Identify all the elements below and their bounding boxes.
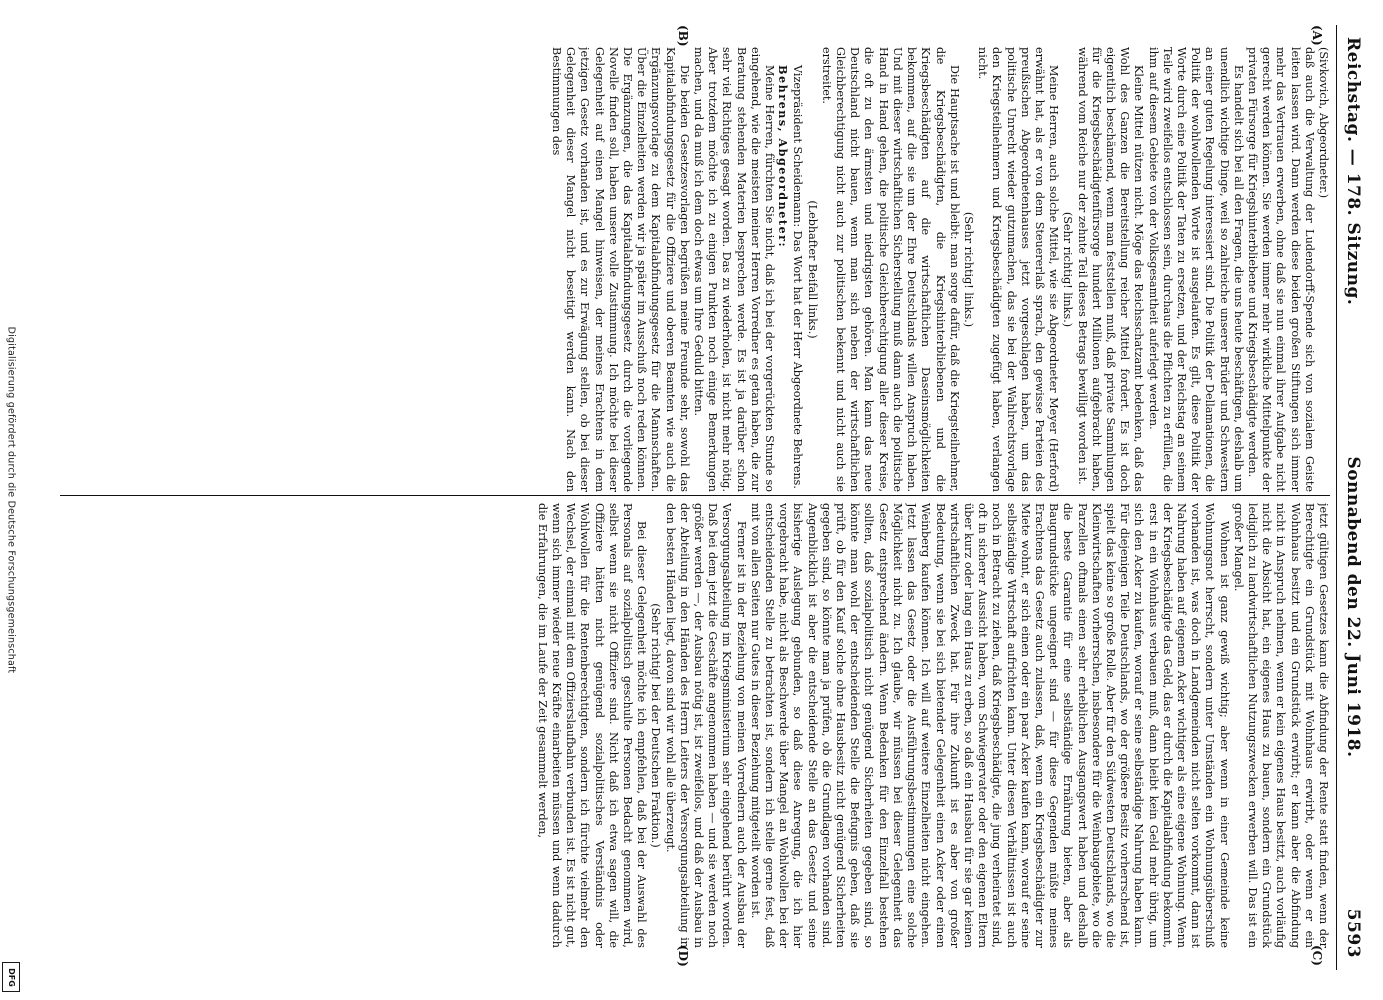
marker-d: (D) — [676, 945, 690, 967]
paragraph: Wohnen ist ganz gewiß wichtig; aber wenn in einer Gemeinde keine Wohnungsnot herrscht, sondern unter Umständen ein Wohnungsüberschuß vorhanden ist, was doch in Landgemeinden nicht selten vorkommt, dann ist Nahrung haben auf eigenem Acker wichtiger als eine eigene Wohnung. Wenn der Kriegsbeschädigte das Geld, das er durch die Kapitalabfindung bekommt, erst in ein Wohnhaus verbauen muß, dann bleibt kein Geld mehr übrig, um sich den Acker zu kaufen, worauf er seine selbständige Nahrung haben kann. Für diejenigen Teile Deutschlands, wo der größere Besitz vorherrschend ist, spielt das keine so große Rolle. Aber für den Südwesten Deutschlands, wo die Kleinwirtschaften vorherrschen, insbesondere für die Weinbaugebiete, wo die Parzellen oftmals einen sehr erheblichen Ausgangswert haben und deshalb die beste Garantie für eine selbständige Ernährung bieten, aber als Baugrundstücke ungeeignet sind — für diese Gegenden müßte meines Erachtens das Gesetz auch zulassen, daß, wenn ein Kriegsbeschädigter zur Miete wohnt, er sich einen oder ein paar Acker kaufen kann, worauf er seine selbständige Wirtschaft aufrichten kann. Unter diesen Verhältnissen ist auch noch in Betracht zu ziehen, daß Kriegsbeschädigte, die jung verheiratet sind, oft in sicherer Aussicht haben, vom Schwiegervater oder den eigenen Eltern über kurz oder lang ein Haus zu erben, so daß ein Hausbau für sie gar keinen wirtschaftlichen Zweck hat. Für ihre Zukunft ist es aber von großer Bedeutung, wenn sie bei sich bietender Gelegenheit einen Acker oder einen Weinberg kaufen können. Ich will auf weitere Einzelheiten nicht eingehen. Jetzt lassen das Gesetz oder die Ausführungsbestimmungen eine solche Möglichkeit nicht zu. Ich glaube, wir müssen bei dieser Gelegenheit das Gesetz entsprechend ändern. Wenn Bedenken für den Einzelfall bestehen sollten, daß sozialpolitisch nicht genügend Sicherheiten gegeben sind, so könnte man wohl der entscheidenden Stelle die Befugnis geben, daß sie prüft, ob für den Kauf solche ohne Hausbesitz nicht genügend Sicherheiten gegeben sind, so könnte man ja prüfen, ob die Grundlagen vorhanden sind. Angenblicklich ist aber die entscheidende Stelle an das Gesetz und seine bisherige Auslegung gebunden, so daß diese Anregung, die ich hier vorgebracht habe, nicht als Beschwerde über Mangel an Wohlwollen bei der entscheidenden Stelle zu betrachten ist, sondern ich stelle gerne fest, daß mit von allen Seiten nur Gutes in dieser Beziehung mitgeteilt worden ist. — [748, 503, 1231, 948]
paragraph: Ferner ist in der Beziehung von meinen Vorrednern auch der Ausbau der Versorgungsabteilung im Kriegsministerium sehr eingehend berührt worden. Daß bei dem jetzt die Geschäfte angenommen haben — und sie werden noch größer werden —, der Ausbau nötig ist, ist zweifellos, und daß der Ausbau in der Abteilung in den Händen des Herrn Leiters der Versorgungsabteilung in den besten Händen liegt, davon sind wir wohl alle überzeugt. — [663, 503, 748, 948]
paragraph: Meine Herren, fürchten Sie nicht, daß ich bei der vorgerückten Stunde so eingehend, wie die meisten meiner Herren Vorredner es getan haben, die zur Beratung stehenden Materien besprechen werde. Es ist ja darüber schon sehr viel Richtiges gesagt worden. Das zu wiederholen, ist nicht mehr nötig. Aber trotzdem möchte ich zu einigen Punkten noch einige Bemerkungen machen, und da muß ich dem doch etwas um Ihre Geduld bitten. — [692, 47, 777, 492]
paragraph: Kleine Mittel nützen nicht. Möge das Reichsschatzamt bedenken, daß das Wohl des Ganzen die Bereitstellung reicher Mittel fordert. Es ist doch eigentlich beschämend, wenn man feststellen muß, daß private Sammlungen für die Kriegsbeschädigtenfürsorge hundert Millionen aufgebracht haben, während vom Reiche nur der zehnte Teil dieses Betrags bewilligt worden ist. — [1075, 47, 1146, 492]
funding-credit: Digitalisierung gefördert durch die Deutsche Forschungsgemeinschaft — [5, 326, 17, 674]
header-left: Reichstag. — 178. Sitzung. — [1343, 37, 1364, 306]
page-number: 5593 — [1343, 908, 1364, 958]
paragraph: daß auch die Verwaltung der Ludendorff-Spende sich von sozialem Geiste leiten lassen wird. Dann werden diese beiden großen Stiftungen sich immer mehr das Vertrauen erwerben, ohne daß sie nun einmal ihrer Aufgabe nicht gerecht werden können. Sie werden immer mehr wirkliche Mittelpunkte der privaten Fürsorge für Kriegshinterbliebene und Kriegsbeschädigte werden. — [1245, 47, 1316, 492]
paragraph: Die beiden Gesetzesvorlagen begrüßen meine Freunde sehr, sowohl das Kapitalabfindungsgesetz für die Offiziere und oberen Beamten wie auch die Ergänzungsvorlage zu dem Kapitalabfindungsgesetz für die Mannschaften. Über die Einzelheiten werden wir ja später im Ausschuß noch reden können. Die Ergänzungen, die das Kapitalabfindungsgesetz durch die vorliegende Novelle finden soll, haben unsere volle Zustimmung. Ich möchte bei dieser Gelegenheit auf einen Mangel hinweisen, der meines Erachtens in dem jetzigen Gesetz vorhanden ist, und es zur Erwägung stellen, ob bei dieser Gelegenheit dieser Mangel nicht beseitigt werden kann. Nach den Bestimmungen des — [550, 47, 691, 492]
applause-note: (Sehr richtig! bei der Deutschen Fraktion.) — [649, 603, 663, 848]
applause-note: (Sehr richtig! links.) — [961, 211, 975, 328]
paragraph: Die Hauptsache ist und bleibt: man sorge dafür, daß die Kriegsteilnehmer, die Kriegsbeschädigten, die Kriegshinterbliebenen und die Kriegsbeschädigten auf die wirtschaftlichen Daseinsmöglichkeiten bekommen, auf die sie um der Ehre Deutschlands willen Anspruch haben. Und mit dieser wirtschaftlichen Sicherstellung muß dann auch die politische Hand in Hand gehen, die politische Gleichberechtigung aller dieser Kreise, die oft zu den ärmsten und niedrigsten gehören. Man kann das neue Deutschland nicht bauen, wenn man sich neben der wirtschaftlichen Gleichberechtigung nicht auch zur politischen bekennt und nicht auch sie erstreitet. — [819, 47, 961, 492]
speaker-line: (Sivkovich, Abgeordneter.) — [1317, 47, 1330, 199]
marker-b: (B) — [676, 25, 690, 47]
page-header — [1336, 25, 1370, 970]
text-columns — [60, 25, 1330, 970]
dfg-logo — [2, 962, 20, 992]
paragraph: Es handelt sich bei all den Fragen, die uns heute beschäftigen, deshalb um unendlich wichtige Dinge, weil so zahlreiche unserer Brüder und Schwestern an einer guten Regelung interessiert sind. Die Politik der Dellamationen, die Politik der wohlwollenden Worte ist ausgelaufen. Es gilt, diese Politik der Worte durch eine Politik der Taten zu ersetzen, und der Reichstag an seinem Teile wird zweifellos entschlossen sein, durchaus die Pflichten zu erfüllen, die ihm auf diesem Gebiete von der Volksgesamtheit auferlegt werden. — [1146, 47, 1245, 492]
speaker-heading: Behrens, Abgeordneter: — [776, 65, 791, 249]
applause-note: (Sehr richtig! links.) — [1061, 211, 1075, 328]
dfg-logo-label: DFG — [6, 967, 16, 987]
header-date: Sonnabend den 22. Juni 1918. — [1343, 456, 1364, 758]
scanned-page — [55, 25, 1370, 970]
footer-strip — [0, 0, 22, 1000]
paragraph: Bei dieser Gelegenheit möchte ich empfehlen, daß bei der Auswahl des Personals auf sozialpolitisch geschulte Personen Bedacht genommen wird, selbst wenn sie nicht Offiziere sind. Nicht daß ich etwa sagen will, die Offiziere hätten nicht genügend sozialpolitisches Verständnis oder Wohlwollen für die Rentenberechtigten, sondern ich fürchte vielmehr den Wechsel, der einmal mit dem Offizierslaufbahn verbunden ist. Es ist nicht gut, wenn sich immer wieder neue Kräfte einarbeiten müssen und wenn dadurch die Erfahrungen, die im Laufe der Zeit gesammelt werden, — [535, 503, 649, 948]
left-column — [60, 47, 1330, 492]
right-column — [60, 503, 1330, 948]
paragraph: Meine Herren, auch solche Mittel, wie sie Abgeordneter Meyer (Herford) erwähnt hat, als er von dem Steuererlaß sprach, den gewisse Parteien des preußischen Abgeordnetenhauses jetzt vorgeschlagen haben, um das politische Unrecht wieder gutzumachen, das sie bei der Wahlrechtsvorlage den Kriegsteilnehmern und Kriegsbeschädigten zugefügt haben, verlangen nicht. — [976, 47, 1061, 492]
marker-a: (A) — [1310, 25, 1324, 46]
vice-president-intro: Vizepräsident Scheidemann: Das Wort hat der Herr Abgeordnete Behrens. — [791, 65, 805, 489]
page-content — [55, 25, 1370, 970]
column-divider — [60, 495, 1330, 496]
paragraph: jetzt gültigen Gesetzes kann die Abfindung der Rente statt finden, wenn der Berechtigte ein Grundstück mit Wohnhaus erwirbt, oder wenn er ein Wohnhaus besitzt und ein Grundstück erwirbt; er kann aber die Abfindung nicht in Anspruch nehmen, wenn er kein eigenes Haus besitzt, auch vorläufig nicht die Absicht hat, ein eigenes Haus zu bauen, sondern ein Grundstück lediglich zu landwirtschaftlichen Nutzungszwecken erwerben will. Das ist ein großer Mangel. — [1231, 503, 1330, 948]
applause-note: (Lebhafter Beifall links.) — [805, 200, 819, 339]
marker-c: (C) — [1310, 945, 1324, 966]
